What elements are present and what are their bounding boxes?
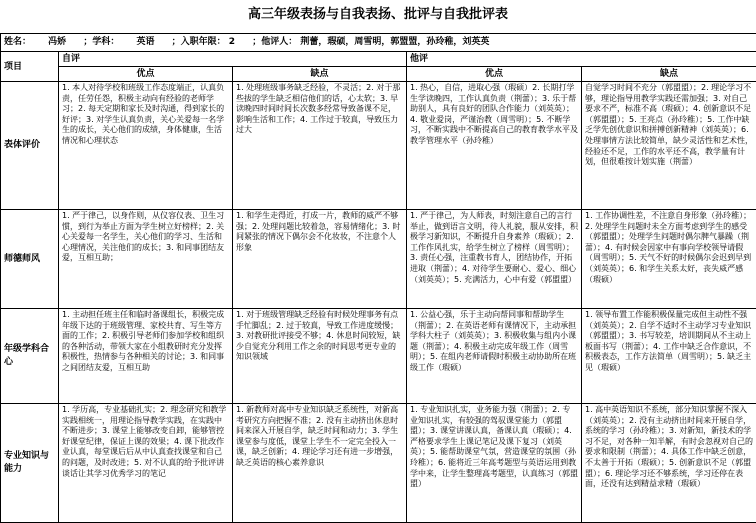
year-value: 2 <box>229 37 235 47</box>
others-cons-header: 缺点 <box>582 67 756 82</box>
self-cons-cell: 1. 和学生走得近，打成一片，教师的威严不够强；2. 处理问题比较着急，容易情绪化；3. 时间紧张的情况下偶尔会不化妆妆，不注意个人形象 <box>233 210 407 309</box>
row-label: 师德师风 <box>1 210 59 309</box>
table-row <box>1 309 756 404</box>
self-cons-cell: 1. 处理班级事务缺乏经验，不灵活；2. 对于那些拔的学生缺乏相信他们的话，心太软；3. 早读晚四时间时间长次数多经常导致备课不足，影响生活和工作；4. 工作过于较真，导致压力过大 <box>233 82 407 210</box>
row-label: 年级学科合心 <box>1 309 59 404</box>
self-pros-cell: 1. 学历高，专业基础扎实；2. 理念研究和教学实践相统一，用理论指导教学实践，在实践中不断进步；3. 课堂上能够改变自卸，能够管控好课堂纪律，保证上课的效果；4. 课下批改作业认真，每堂课后后从中认真查找课堂和自己的问题，及时改进；5. 对不认真的给予批评讲谈话让其学习优秀学习的笔记 <box>59 404 233 523</box>
others-pros-cell: 1. 专业知识扎实，业务能力强（荆蕾）；2. 专业知识扎实，有较强的驾驭课堂能力（郭盟盟）；3. 课堂讲课认真，备课认真（瑕硕）；4. 严格要求学生上课记笔记及课下复习（刘英英）；5. 能帮助课堂气氛，营造课堂的氛围（孙玲稚）；6. 能将近三年高考题型与英语运用到教学中来，让学生整理高考题型，认真练习（郭盟盟） <box>407 404 582 523</box>
others-pros-cell: 1. 公益心强，乐于主动向帮同事和帮助学生（荆蕾）；2. 在英语老师有课情况下，主动承担学科大柱子（刘英英）；3. 积极收集与组内小课题（荆蕾）；4. 积极主动完成年级工作（周雪明）；5. 在组内老师请假时积极主动协助所在班级工作（瑕硕） <box>407 309 582 404</box>
self-pros-cell: 1. 本人对待学校和班级工作态度端正，认真负责，任劳任怨，积极主动向有经验的老师学习；2. 每天定期和家长及时沟通，得到家长的好评；3. 对学生认真负责，关心关爱每一名学生的成长，关心他们的成绩，身体健康，生活情况和心理状态 <box>59 82 233 210</box>
subject-value: 英语 <box>136 37 154 47</box>
others-pros-cell: 1. 热心，自信，进取心强（瑕硕）2. 长期打学生学读晚四，工作认真负责（荆蕾）；3. 乐于帮助别人，具有良好的团队合作能力（刘英英）；4. 敬业爱岗，严谨治教（周雪明）；5. 不断学习，不断实践中不断提高自己的教育教学水平及教学管理水平（孙玲稚） <box>407 82 582 210</box>
row-label: 专业知识与能力 <box>1 404 59 523</box>
info-cell <box>1 34 756 52</box>
others-pros-cell: 1. 严于律己，为人师表，时刻注意自己的言行举止，做到语言文明，待人礼貌，服从安排，积极学习新知识，不断提升自身素养（瑕硕）；2. 工作作风扎实，给学生树立了榜样（周雪明）；3. 责任心强，注重教书育人，团结协作，开拓进取（荆蕾）；4. 对待学生要耐心、爱心、细心（刘英英）；5. 充满活力，心中有爱（郭盟盟） <box>407 210 582 309</box>
name-label: 姓名： <box>4 37 31 47</box>
row-label: 表体评价 <box>1 82 59 210</box>
header-row <box>1 52 756 67</box>
table-row <box>1 82 756 210</box>
self-header: 自评 <box>59 52 407 67</box>
self-pros-cell: 1. 主动担任班主任和临时备课组长，积极完成年级下达的于班级管理、家校共育、写生等方面的工作；2. 积极引导老师们参加学校和组织的各种活动，带领大家在小组教研时充分发挥积极性，热情参与各种相关的讨论；3. 和同事之间团结友爱，互相互助 <box>59 309 233 404</box>
others-cons-cell: 自觉学习时间不充分（郭盟盟）；2. 理论学习不够，理论指导用教学实践还需加强；3. 对自己要求不严，标准不高（瑕硕）；4. 创新意识不足（郭盟盟）；5. 王亮点（孙玲稚）；5. 工作中缺乏学先创优意识和拼搏创新精神（刘英英）；6. 处理事情方法比较简单，缺少灵活性和艺术性，经验还不足，工作的水平还不高，教学量有计划，但很难按计划实施（荆蕾） <box>582 82 756 210</box>
self-cons-cell: 1. 新教师对高中专业知识缺乏系统性，对新高考研究方向把握不准；2. 没有主动挤出休息时间来深入开展自学，缺乏时间和动力；3. 学生课堂参与度低，课堂上学生不一定完全投入一课，缺乏创新；4. 理论学习还有进一步增强，缺乏英语的核心素养意识 <box>233 404 407 523</box>
others-cons-cell: 1. 工作协调性差，不注意自身形象（孙玲稚）；2. 处理学生问题时未全方面考虑到学生的感受（郭盟盟）；处理学生问题时偶尔脾气暴躁（荆蕾）；4. 有时候会因家中有事向学校领导请假（周雪明）；5. 天气不好的时候偶尔会迟到早到（刘英英）；6. 和学生关系太好，丧失威严感（瑕硕） <box>582 210 756 309</box>
item-header: 项目 <box>1 52 59 82</box>
others-cons-cell: 1. 高中英语知识不系统，部分知识掌握不深入（刘英英）；2. 没有主动挤出时间来开展自学，系统的学习（孙玲稚）；3. 对新知，新技术的学习不足，对各种一知半解，有时会忽视对自己的要求和限制（荆蕾）；4. 具体工作中缺乏创意，不太善于开拓（瑕硕）；5. 创新意识不足（郭盟盟）；6. 理论学习还不够系统，学习还停在表面，还没有达到精益求精（瑕硕） <box>582 404 756 523</box>
others-cons-cell: 1. 领导布置工作能积极保量完成但主动性不强（刘英英）；2. 自学不适时不主动学习专业知识（郭盟盟）；3. 书写较差，培训期间从不主动上板面书写（荆蕾）；4. 工作中缺乏合作意识，不积极表态，工作方法简单（周雪明）；5. 缺乏主见（瑕硕） <box>582 309 756 404</box>
subject-label: ；学科： <box>83 37 119 47</box>
others-pros-header: 优点 <box>407 67 582 82</box>
info-row <box>1 34 756 52</box>
teacher-name: 冯娇 <box>48 37 66 47</box>
year-label: ；入职年限： <box>172 37 226 47</box>
evaluation-table <box>0 33 756 523</box>
table-row <box>1 210 756 309</box>
self-cons-cell: 1. 对于班级管理缺乏经验有时候处理事务有点手忙脚乱；2. 过于较真，导致工作进度缓慢；3. 对教研批评接受不够；4. 休息时间较短，缺少自觉充分利用工作之余的时间思考更专业的知识领域 <box>233 309 407 404</box>
others-header: 他评 <box>407 52 756 67</box>
self-pros-cell: 1. 严于律己，以身作则，从仪容仪表、卫生习惯，到行为举止方面为学生树立好榜样；2. 关心关爱每一名学生，关心他们的学习、生活和心理情况，关注他们的成长；3. 和同事团结友爱，互相互助； <box>59 210 233 309</box>
subheader-row <box>1 67 756 82</box>
self-pros-header: 优点 <box>59 67 233 82</box>
others-label: ；他评人： <box>252 37 297 47</box>
page-title: 高三年级表扬与自我表扬、批评与自我批评表 <box>0 4 756 26</box>
others-value: 荆蕾，瑕硕，周雪明，郭盟盟，孙玲稚，刘英英 <box>300 37 489 47</box>
self-cons-header: 缺点 <box>233 67 407 82</box>
table-row <box>1 404 756 523</box>
